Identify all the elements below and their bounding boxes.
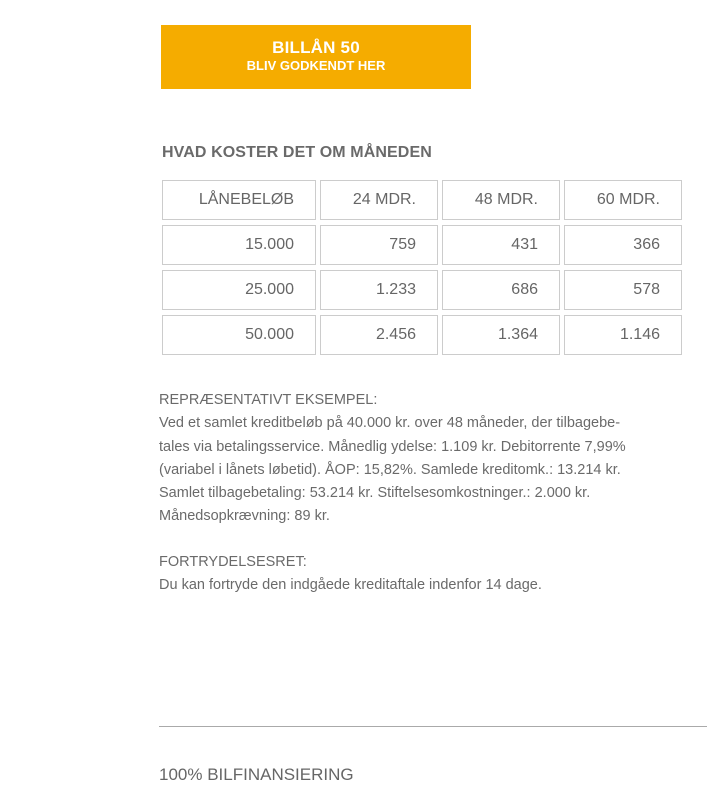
table-cell: 759 xyxy=(320,225,438,265)
table-cell: 2.456 xyxy=(320,315,438,355)
pricing-heading: HVAD KOSTER DET OM MÅNEDEN xyxy=(162,144,432,161)
car-financing-link[interactable]: 100% BILFINANSIERING xyxy=(159,765,354,784)
cta-title: BILLÅN 50 xyxy=(272,38,360,57)
table-cell: 15.000 xyxy=(162,225,316,265)
cta-subtitle: BLIV GODKENDT HER xyxy=(246,58,386,73)
example-line: (variabel i lånets løbetid). ÅOP: 15,82%. Samlede kreditomk.: 13.214 kr. xyxy=(159,461,621,478)
table-row xyxy=(162,225,682,265)
example-line: Månedsopkrævning: 89 kr. xyxy=(159,508,330,525)
section-divider xyxy=(159,726,707,727)
column-header-amount: LÅNEBELØB xyxy=(162,180,316,220)
table-cell: 578 xyxy=(564,270,682,310)
withdrawal-right xyxy=(159,551,679,598)
pricing-table xyxy=(158,175,686,360)
example-line: Samlet tilbagebetaling: 53.214 kr. Stiftelsesomkostninger.: 2.000 kr. xyxy=(159,485,591,502)
table-header-row xyxy=(162,180,682,220)
loan-cta-button[interactable] xyxy=(161,25,471,89)
withdrawal-text: Du kan fortryde den indgåede kreditaftale indenfor 14 dage. xyxy=(159,577,542,594)
representative-example xyxy=(159,389,679,529)
column-header-48-months: 48 MDR. xyxy=(442,180,560,220)
example-line: Ved et samlet kreditbeløb på 40.000 kr. over 48 måneder, der tilbagebe- xyxy=(159,415,621,432)
example-line: tales via betalingsservice. Månedlig ydelse: 1.109 kr. Debitorrente 7,99% xyxy=(159,438,626,455)
table-cell: 686 xyxy=(442,270,560,310)
table-cell: 366 xyxy=(564,225,682,265)
table-cell: 431 xyxy=(442,225,560,265)
column-header-60-months: 60 MDR. xyxy=(564,180,682,220)
example-heading: REPRÆSENTATIVT EKSEMPEL: xyxy=(159,392,378,408)
withdrawal-heading: FORTRYDELSESRET: xyxy=(159,554,307,570)
table-row xyxy=(162,270,682,310)
table-cell: 50.000 xyxy=(162,315,316,355)
column-header-24-months: 24 MDR. xyxy=(320,180,438,220)
table-cell: 1.364 xyxy=(442,315,560,355)
table-cell: 1.146 xyxy=(564,315,682,355)
table-cell: 25.000 xyxy=(162,270,316,310)
table-cell: 1.233 xyxy=(320,270,438,310)
table-row xyxy=(162,315,682,355)
